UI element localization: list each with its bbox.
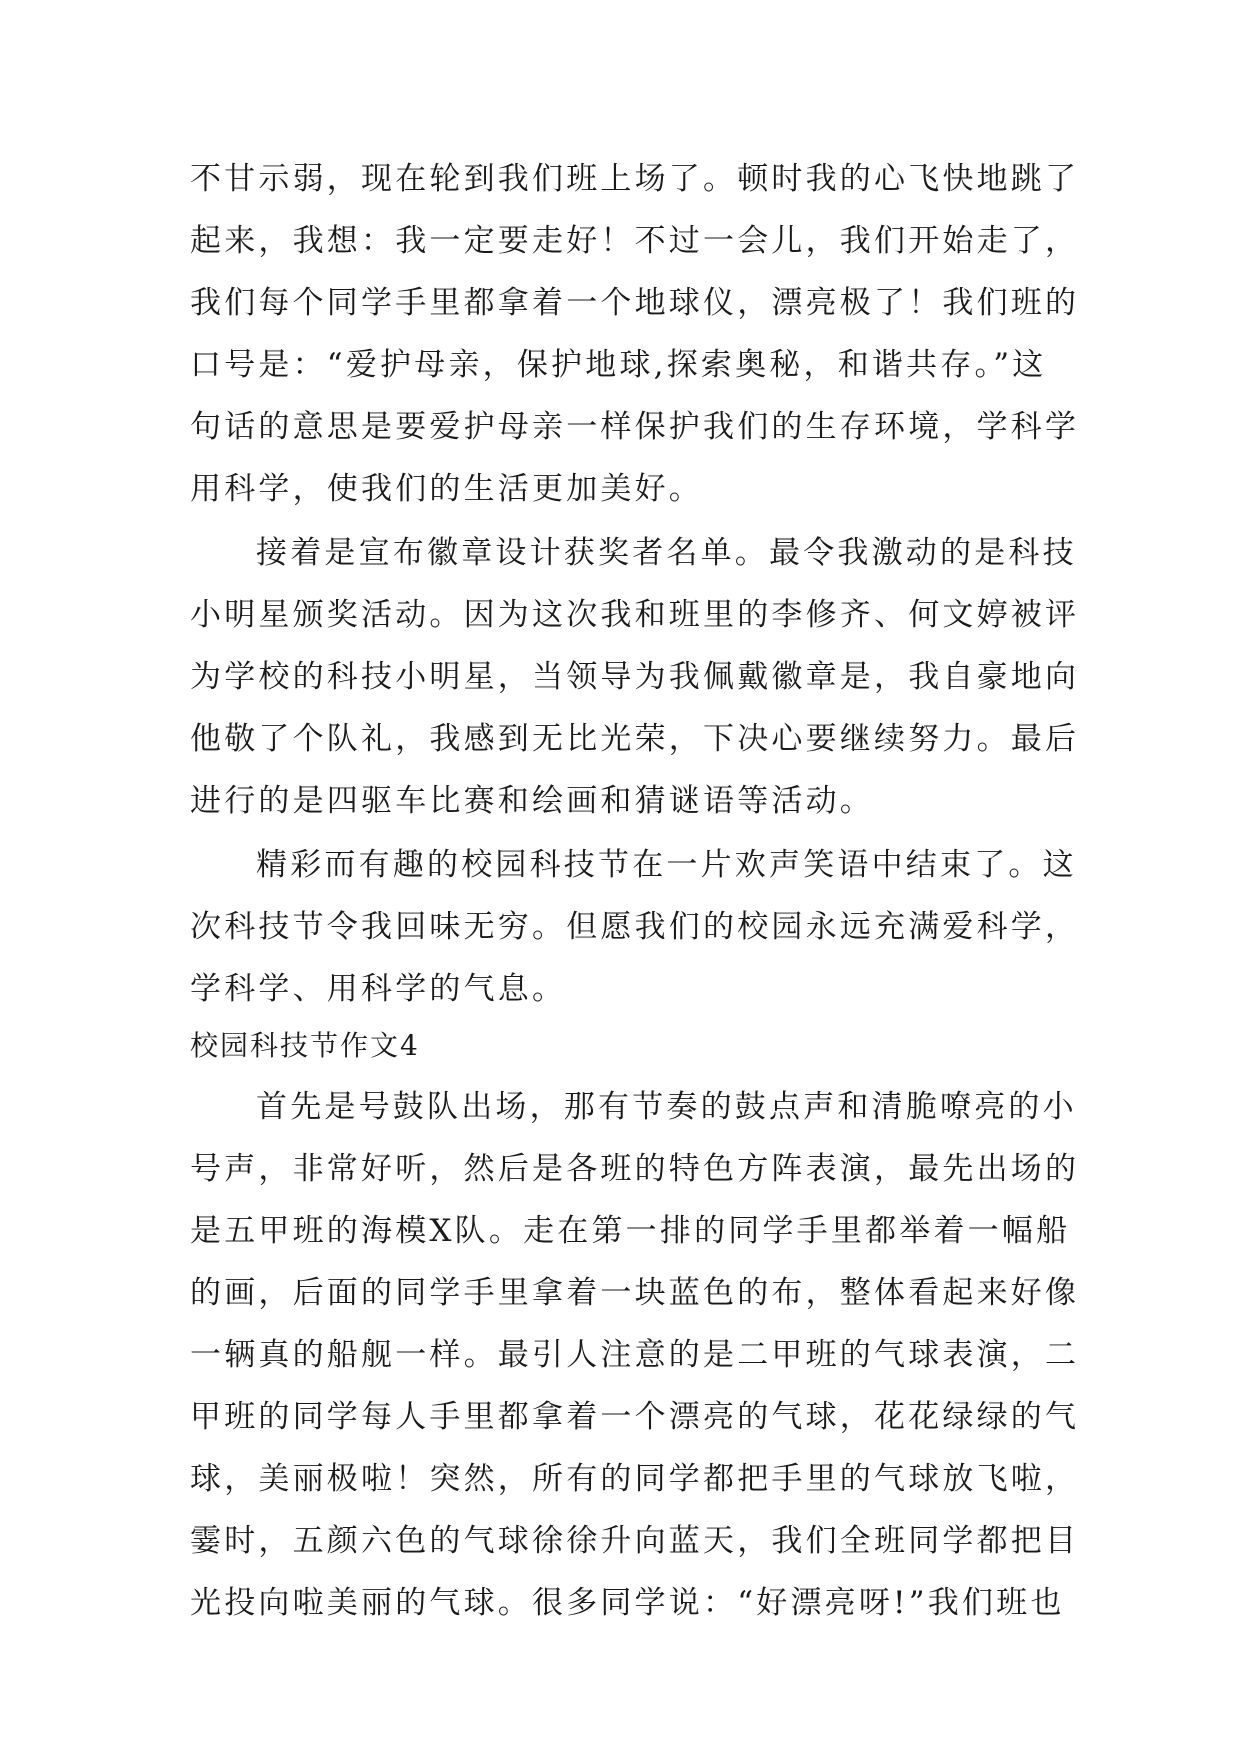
paragraph-line: 球，美丽极啦！突然，所有的同学都把手里的气球放飞啦，	[190, 1461, 1080, 1497]
paragraph-line: 是五甲班的海模X队。走在第一排的同学手里都举着一幅船	[190, 1213, 1071, 1249]
paragraph-line: 光投向啦美丽的气球。很多同学说：“好漂亮呀!”我们班也	[190, 1585, 1065, 1621]
paragraph-line: 进行的是四驱车比赛和绘画和猜谜语等活动。	[190, 783, 874, 819]
section-heading: 校园科技节作文4	[190, 1029, 420, 1062]
paragraph-line: 号声，非常好听，然后是各班的特色方阵表演，最先出场的	[190, 1151, 1080, 1187]
paragraph-line: 的画，后面的同学手里拿着一块蓝色的布，整体看起来好像	[190, 1275, 1080, 1311]
paragraph-line: 精彩而有趣的校园科技节在一片欢声笑语中结束了。这	[256, 847, 1077, 883]
paragraph-line: 句话的意思是要爱护母亲一样保护我们的生存环境，学科学	[190, 409, 1080, 445]
paragraph-line: 我们每个同学手里都拿着一个地球仪，漂亮极了！我们班的	[190, 285, 1080, 321]
paragraph-line: 学科学、用科学的气息。	[190, 971, 567, 1007]
paragraph-line: 霎时，五颜六色的气球徐徐升向蓝天，我们全班同学都把目	[190, 1523, 1080, 1559]
paragraph-line: 不甘示弱，现在轮到我们班上场了。顿时我的心飞快地跳了	[190, 161, 1080, 197]
paragraph-line: 口号是：“爱护母亲，保护地球,探索奥秘，和谐共存。”这	[190, 347, 1047, 383]
paragraph-line: 他敬了个队礼，我感到无比光荣，下决心要继续努力。最后	[190, 721, 1080, 757]
paragraph-line: 为学校的科技小明星，当领导为我佩戴徽章是，我自豪地向	[190, 659, 1080, 695]
paragraph-line: 一辆真的船舰一样。最引人注意的是二甲班的气球表演，二	[190, 1337, 1080, 1373]
paragraph-line: 次科技节令我回味无穷。但愿我们的校园永远充满爱科学，	[190, 909, 1080, 945]
paragraph-line: 用科学，使我们的生活更加美好。	[190, 471, 703, 507]
paragraph-line: 首先是号鼓队出场，那有节奏的鼓点声和清脆嘹亮的小	[256, 1089, 1077, 1125]
paragraph-line: 甲班的同学每人手里都拿着一个漂亮的气球，花花绿绿的气	[190, 1399, 1080, 1435]
paragraph-line: 小明星颁奖活动。因为这次我和班里的李修齐、何文婷被评	[190, 597, 1080, 633]
paragraph-line: 接着是宣布徽章设计获奖者名单。最令我激动的是科技	[256, 535, 1077, 571]
paragraph-line: 起来，我想：我一定要走好！不过一会儿，我们开始走了，	[190, 223, 1080, 259]
